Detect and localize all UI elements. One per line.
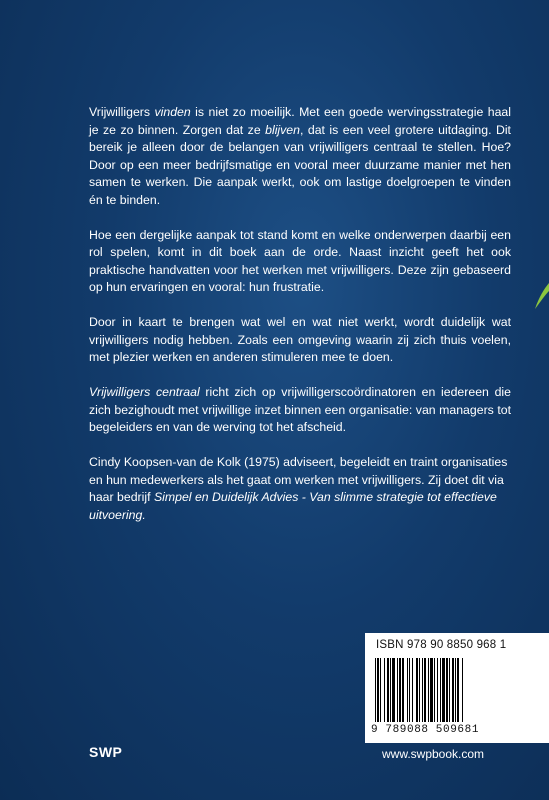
text-run: Cindy Koopsen-van de Kolk (1975) adviseert, begeleidt en traint organisaties en hun medewerkers als het gaat om werken met vrijwilligers. Zij doet dit via haar bedrijf bbox=[89, 455, 508, 504]
text-run: richt zich op vrijwilligerscoördinatoren en iedereen die zich bezighoudt met vrijwillige inzet binnen een organisatie: van managers tot begeleiders en van de werving tot het afscheid. bbox=[89, 385, 511, 434]
barcode-icon bbox=[375, 658, 545, 722]
isbn-text: ISBN 978 90 8850 968 1 bbox=[376, 639, 507, 651]
barcode-digits: 9 789088 509681 bbox=[371, 724, 480, 736]
book-title: Vrijwilligers centraal bbox=[89, 385, 200, 399]
text-run: is niet zo moeilijk. Met een goede wervingsstrategie haal je ze zo binnen. Zorgen dat ze bbox=[89, 105, 511, 137]
emphasis-vinden: vinden bbox=[154, 105, 191, 119]
company-name: Simpel en Duidelijk Advies - Van slimme strategie tot effectieve uitvoering. bbox=[89, 490, 497, 522]
paragraph-author-bio bbox=[89, 454, 511, 524]
paragraph-approach: Hoe een dergelijke aanpak tot stand komt en welke onderwerpen daarbij een rol spelen, komt in dit boek aan de orde. Naast inzicht geeft het ook praktische handvatten voor het werken met vrijwilligers. Deze zijn gebaseerd op hun ervaringen en vooral: hun frustratie. bbox=[89, 227, 511, 294]
paragraph-audience bbox=[89, 384, 511, 437]
green-swoosh-accent bbox=[535, 283, 549, 309]
barcode-label bbox=[365, 633, 549, 743]
paragraph-intro bbox=[89, 104, 511, 209]
back-cover-text bbox=[89, 104, 511, 542]
text-run: Vrijwilligers bbox=[89, 105, 155, 119]
publisher-logo: SWP bbox=[89, 744, 123, 760]
publisher-website: www.swpbook.com bbox=[382, 747, 485, 761]
emphasis-blijven: blijven bbox=[265, 122, 300, 137]
paragraph-insight: Door in kaart te brengen wat wel en wat niet werkt, wordt duidelijk wat vrijwilligers nodig hebben. Zoals een omgeving waarin zij zich thuis voelen, met plezier werken en anderen stimuleren mee te doen. bbox=[89, 315, 511, 364]
text-run: , dat is een veel grotere uitdaging. Dit bereik je alleen door de belangen van vrijwilligers centraal te stellen. Hoe? Door op een meer bedrijfsmatige en vooral meer duurzame manier met hen samen te werken. Die aanpak werkt, ook om lastige doelgroepen te vinden én te binden. bbox=[89, 122, 511, 207]
